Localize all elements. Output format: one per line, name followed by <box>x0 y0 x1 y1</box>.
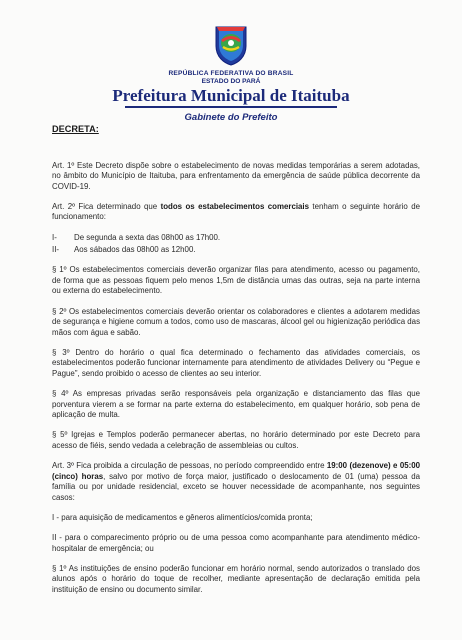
list-item <box>52 245 420 256</box>
list-text: Aos sábados das 08h00 as 12h00. <box>74 245 196 255</box>
list-item <box>52 233 420 244</box>
office-title: Gabinete do Prefeito <box>184 111 278 123</box>
state-title: ESTADO DO PARÁ <box>201 78 261 85</box>
article-2 <box>52 202 420 223</box>
decree-heading: DECRETA: <box>52 124 99 134</box>
case-2: II - para o comparecimento próprio ou de uma pessoa como acompanhante para atendimento médico-hospitalar de emergência; ou <box>52 533 420 553</box>
list-text: De segunda a sexta das 08h00 as 17h00. <box>74 232 221 242</box>
article-3-bold: 19:00 (dezenove) e 05:00 (cinco) horas <box>52 461 420 481</box>
case-1: I - para aquisição de medicamentos e gêneros alimentícios/comida pronta; <box>52 512 313 522</box>
article-2-intro: Art. 2º Fica determinado que <box>52 201 161 211</box>
republic-title: REPÚBLICA FEDERATIVA DO BRASIL <box>168 70 294 77</box>
paragraph-1: § 1º Os estabelecimentos comerciais deverão organizar filas para atendimento, acesso ou pagamento, de forma que as pessoas fiquem pelo menos 1,5m de distância umas das outras, seja na parte interna ou externa do estabelecimento. <box>52 265 420 296</box>
decree-body <box>52 124 420 605</box>
article-1: Art. 1º Este Decreto dispõe sobre o estabelecimento de novas medidas temporárias a serem adotadas, no âmbito do Município de Itaituba, para enfrentamento da emergência de saúde pública decorrente da COVID-19. <box>52 160 420 191</box>
letterhead <box>0 24 462 123</box>
list-number: I- <box>52 232 57 242</box>
municipality-title: Prefeitura Municipal de Itaituba <box>112 86 350 105</box>
article-2-bold: todos os estabelecimentos comerciais <box>160 201 309 211</box>
coat-of-arms-icon <box>213 24 249 66</box>
list-number: II- <box>52 245 60 255</box>
article-2-rest: tenham o seguinte horário de funcionamento: <box>52 201 420 222</box>
paragraph-1b: § 1º As instituições de ensino poderão funcionar em horário normal, sendo autorizados o translado dos alunos após o horário do toque de recolher, mediante apresentação de declaração emitida pela instituição de ensino ou documento similar. <box>52 563 420 594</box>
title-underline <box>125 106 337 108</box>
paragraph-3: § 3º Dentro do horário o qual fica determinado o fechamento das atividades comerciais, os estabelecimentos poderão funcionar internamente para atendimento de atividades Delivery ou “Pegue e Pague”, sendo proibido o acesso de clientes ao seu interior. <box>52 347 420 378</box>
paragraph-2: § 2º Os estabelecimentos comerciais deverão orientar os colaboradores e clientes a adotarem medidas de segurança e higiene comum a todos, como uso de mascaras, álcool gel ou higienização periódica das mãos com água e sabão. <box>52 306 421 337</box>
article-3-intro: Art. 3º Fica proibida a circulação de pessoas, no período compreendido entre <box>52 461 327 471</box>
article-3-rest: , salvo por motivo de força maior, justificado o deslocamento de 01 (uma) pessoa da família ou por unidade residencial, exceto se houver necessidade de acompanhante, nos seguintes casos: <box>52 471 420 502</box>
paragraph-5: § 5º Igrejas e Templos poderão permanecer abertas, no horário determinado por este Decreto para acesso de fiéis, sendo vedada a celebração de assembleias ou cultos. <box>52 430 420 450</box>
paragraph-4: § 4º As empresas privadas serão responsáveis pela organização e distanciamento das filas que porventura vierem a se formar na parte externa do estabelecimento, em qualquer horário, sob pena de aplicação de multa. <box>52 389 420 420</box>
article-3 <box>52 461 420 503</box>
